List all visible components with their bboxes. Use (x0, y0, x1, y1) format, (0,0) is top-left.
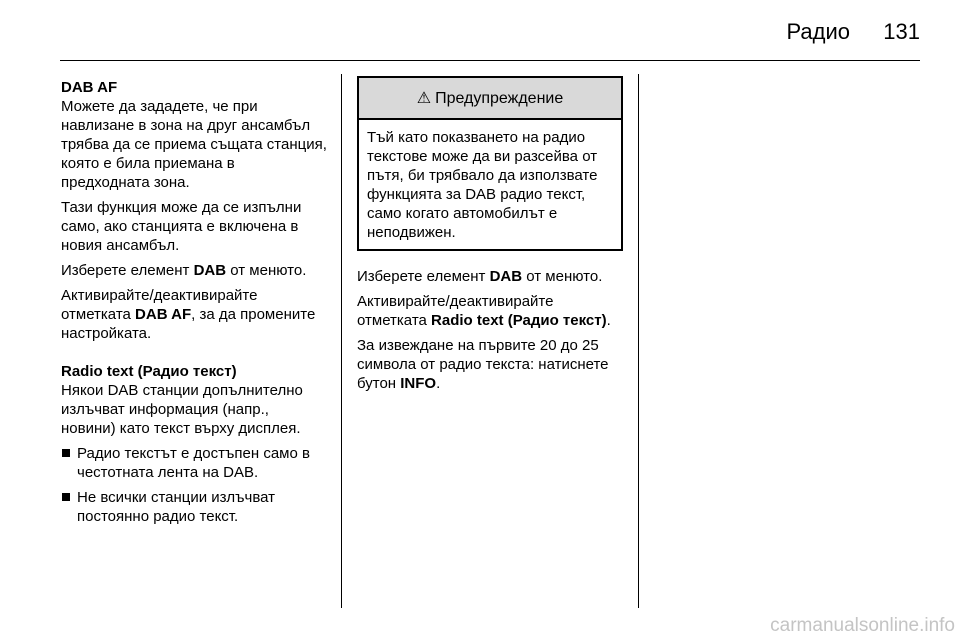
list-item: Радио текстът е достъпен само в честотната лента на DAB. (61, 444, 327, 482)
middle-paragraph-2: Активирайте/деактивирайте отметката Radio text (Радио текст). (357, 293, 611, 329)
dab-af-paragraph-3: Изберете елемент DAB от менюто. (61, 262, 307, 279)
page-number: 131 (883, 19, 920, 44)
middle-paragraph-3: За извеждане на първите 20 до 25 символа от радио текста: натиснете бутон INFO. (357, 337, 609, 392)
middle-paragraph-1: Изберете елемент DAB от менюто. (357, 268, 603, 285)
header-divider (60, 60, 920, 61)
warning-box (357, 76, 623, 251)
list-item: Не всички станции излъчват постоянно радио текст. (61, 488, 327, 526)
warning-title: Предупреждение (435, 89, 564, 107)
warning-header (359, 78, 621, 120)
watermark: carmanualsonline.info (770, 615, 955, 636)
menu-item-dab: DAB (193, 262, 227, 279)
left-column (61, 78, 327, 532)
dab-af-paragraph-4: Активирайте/деактивирайте отметката DAB AF, за да промените настройката. (61, 287, 316, 342)
button-label-info: INFO (400, 375, 437, 392)
column-divider-right (638, 74, 639, 608)
page-title: Радио (786, 19, 850, 44)
section-heading-radio-text: Radio text (Радио текст) (61, 363, 237, 380)
bullet-square-icon (62, 493, 70, 501)
bullet-square-icon (62, 449, 70, 457)
middle-column (357, 76, 623, 399)
column-divider-left (341, 74, 342, 608)
radio-text-paragraph-1: Някои DAB станции допълнително излъчват информация (напр., новини) като текст върху дисплея. (61, 382, 303, 437)
dab-af-paragraph-1: Можете да зададете, че при навлизане в зона на друг ансамбъл трябва да се приема същата станция, която е била приемана в предходната зона. (61, 98, 327, 191)
dab-af-paragraph-2: Тази функция може да се изпълни само, ако станцията е включена в новия ансамбъл. (61, 199, 302, 254)
warning-triangle-icon: ⚠ (416, 89, 432, 107)
checkbox-label-dab-af: DAB AF (135, 306, 192, 323)
section-heading-dab-af: DAB AF (61, 79, 118, 96)
warning-body: Тъй като показването на радио текстове може да ви разсейва от пътя, би трябвало да използвате функцията за DAB радио текст, само когато автомобилът е неподвижен. (367, 129, 598, 241)
menu-item-dab: DAB (489, 268, 523, 285)
checkbox-label-radio-text: Radio text (Радио текст) (431, 312, 607, 329)
